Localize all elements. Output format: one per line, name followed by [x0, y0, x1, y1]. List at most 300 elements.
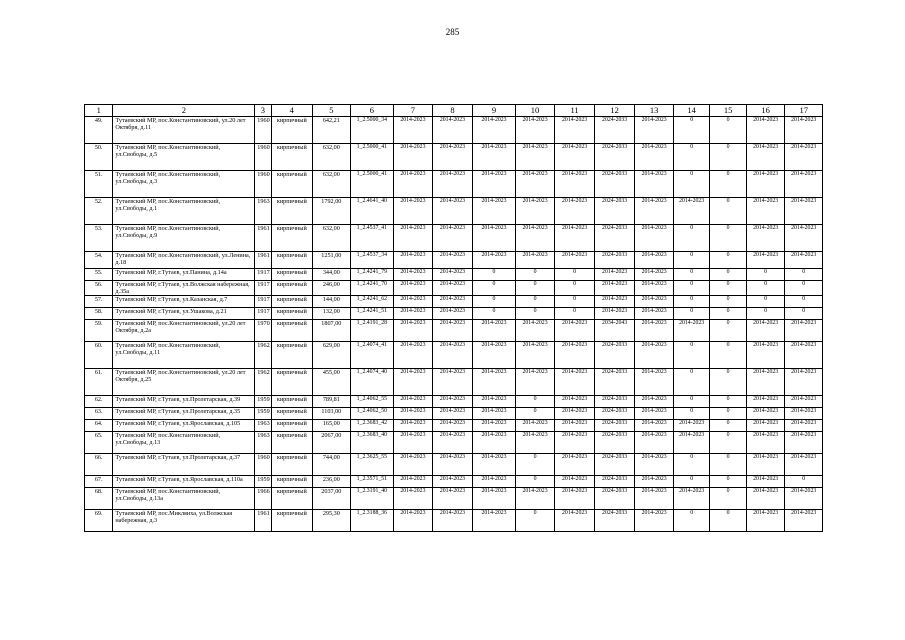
table-cell: 2014-2023: [673, 320, 709, 342]
table-cell: 1_2.3191_40: [350, 488, 394, 510]
table-cell: 2014-2023: [432, 420, 473, 432]
column-header: 10: [515, 105, 555, 117]
table-cell: 0: [555, 281, 595, 296]
table-cell: 0: [673, 296, 709, 308]
table-cell: 0: [746, 296, 785, 308]
table-cell: 53.: [85, 225, 113, 252]
column-header: 3: [255, 105, 271, 117]
table-cell: 2014-2023: [785, 117, 823, 144]
table-cell: 0: [515, 454, 555, 476]
table-cell: 2014-2023: [394, 510, 433, 532]
table-cell: 2014-2023: [785, 198, 823, 225]
table-cell: 2014-2023: [746, 117, 785, 144]
table-cell: 0: [710, 296, 746, 308]
table-cell: 2014-2023: [515, 342, 555, 369]
table-cell: 2024-2033: [594, 408, 635, 420]
table-cell: 0: [473, 269, 516, 281]
table-cell: кирпичный: [271, 396, 313, 408]
table-cell: 1970: [255, 320, 271, 342]
table-cell: 0: [710, 420, 746, 432]
table-row: [85, 252, 823, 269]
table-cell: 2014-2023: [746, 408, 785, 420]
table-cell: 1_2.4191_28: [350, 320, 394, 342]
table-cell: кирпичный: [271, 420, 313, 432]
table-cell: 2014-2023: [473, 171, 516, 198]
table-cell: 2014-2023: [394, 454, 433, 476]
table-cell: кирпичный: [271, 308, 313, 320]
table-cell: 0: [710, 252, 746, 269]
table-cell: 2014-2023: [635, 281, 674, 296]
table-cell: 2014-2023: [473, 454, 516, 476]
table-cell: 2014-2023: [473, 342, 516, 369]
address-cell: Тутаевский МР, пос.Константиновский, ул.Свободы, д.9: [113, 225, 255, 252]
table-cell: 2024-2033: [594, 510, 635, 532]
table-cell: 2024-2033: [594, 252, 635, 269]
table-cell: 2014-2023: [746, 420, 785, 432]
table-cell: 68.: [85, 488, 113, 510]
table-cell: 69.: [85, 510, 113, 532]
table-cell: 2014-2023: [785, 144, 823, 171]
table-cell: 0: [673, 369, 709, 396]
table-row: [85, 171, 823, 198]
table-cell: 0: [515, 269, 555, 281]
table-cell: 0: [710, 396, 746, 408]
table-cell: 2014-2023: [555, 342, 595, 369]
table-cell: 0: [710, 510, 746, 532]
table-cell: 2014-2023: [432, 308, 473, 320]
table-cell: 2014-2023: [635, 476, 674, 488]
table-cell: 1963: [255, 432, 271, 454]
table-cell: 1962: [255, 342, 271, 369]
table-row: [85, 198, 823, 225]
table-cell: 1_2.3188_36: [350, 510, 394, 532]
table-cell: 2014-2023: [515, 320, 555, 342]
table-cell: 1959: [255, 408, 271, 420]
address-cell: Тутаевский МР, г.Тутаев, ул.Ярославская, д.105: [113, 420, 255, 432]
table-cell: 2014-2023: [635, 252, 674, 269]
table-cell: 2014-2023: [746, 510, 785, 532]
table-cell: 2014-2023: [473, 144, 516, 171]
table-cell: 2014-2023: [473, 488, 516, 510]
table-row: [85, 454, 823, 476]
table-cell: 2014-2023: [394, 320, 433, 342]
data-table: [84, 104, 823, 532]
table-cell: 2014-2023: [432, 342, 473, 369]
table-cell: 2014-2023: [473, 198, 516, 225]
table-cell: 0: [710, 281, 746, 296]
table-cell: 2014-2023: [555, 510, 595, 532]
table-cell: 2024-2033: [594, 117, 635, 144]
table-cell: 1961: [255, 252, 271, 269]
address-cell: Тутаевский МР, пос.Константиновский, ул.Свободы, д.13: [113, 432, 255, 454]
address-cell: Тутаевский МР, пос.Константиновский, ул.Свободы, д.13а: [113, 488, 255, 510]
address-cell: Тутаевский МР, г.Тутаев, ул.Волжская набережная, д.35а: [113, 281, 255, 296]
table-cell: 2014-2023: [746, 320, 785, 342]
table-cell: 2014-2023: [746, 342, 785, 369]
table-cell: кирпичный: [271, 144, 313, 171]
table-cell: 2014-2023: [432, 408, 473, 420]
table-cell: 2014-2023: [394, 252, 433, 269]
table-cell: 2014-2023: [473, 476, 516, 488]
table-cell: 57.: [85, 296, 113, 308]
table-cell: 1_2.4537_41: [350, 225, 394, 252]
table-cell: 2014-2023: [394, 198, 433, 225]
table-cell: 2024-2033: [594, 488, 635, 510]
table-cell: 0: [710, 476, 746, 488]
table-cell: 2014-2023: [432, 454, 473, 476]
column-header: 13: [635, 105, 674, 117]
table-cell: 2014-2023: [594, 269, 635, 281]
table-cell: 2014-2023: [785, 396, 823, 408]
table-cell: 0: [785, 281, 823, 296]
table-cell: 2014-2023: [555, 454, 595, 476]
table-row: [85, 117, 823, 144]
table-row: [85, 432, 823, 454]
table-row: [85, 396, 823, 408]
table-cell: 2014-2023: [394, 117, 433, 144]
table-cell: 642,21: [313, 117, 351, 144]
table-cell: 56.: [85, 281, 113, 296]
table-cell: кирпичный: [271, 408, 313, 420]
table-cell: 0: [710, 225, 746, 252]
table-cell: 2014-2023: [746, 225, 785, 252]
address-cell: Тутаевский МР, пос.Константиновский, ул.Свободы, д.11: [113, 342, 255, 369]
table-cell: 2014-2023: [635, 488, 674, 510]
table-cell: 0: [710, 342, 746, 369]
table-cell: 2014-2023: [635, 198, 674, 225]
table-cell: 2014-2023: [635, 342, 674, 369]
table-cell: 0: [710, 308, 746, 320]
table-cell: 0: [710, 369, 746, 396]
table-cell: 0: [673, 308, 709, 320]
table-cell: 2014-2023: [635, 117, 674, 144]
table-cell: 632,00: [313, 225, 351, 252]
table-cell: 0: [710, 320, 746, 342]
table-cell: 2014-2023: [555, 488, 595, 510]
table-cell: 2014-2023: [515, 252, 555, 269]
table-cell: 295,30: [313, 510, 351, 532]
table-cell: 2014-2023: [635, 269, 674, 281]
address-cell: Тутаевский МР, г.Тутаев, ул.Казанская, д.7: [113, 296, 255, 308]
table-cell: 1103,00: [313, 408, 351, 420]
table-cell: 50.: [85, 144, 113, 171]
table-cell: 2014-2023: [555, 320, 595, 342]
table-cell: 1_2.4241_62: [350, 296, 394, 308]
table-cell: кирпичный: [271, 454, 313, 476]
table-cell: 1960: [255, 144, 271, 171]
table-cell: 2014-2023: [515, 144, 555, 171]
column-header: 1: [85, 105, 113, 117]
table-cell: 1_2.4062_50: [350, 408, 394, 420]
table-cell: 2014-2023: [473, 396, 516, 408]
table-cell: 236,00: [313, 476, 351, 488]
table-cell: 2014-2023: [555, 396, 595, 408]
table-cell: 165,00: [313, 420, 351, 432]
column-header: 5: [313, 105, 351, 117]
table-cell: 1807,00: [313, 320, 351, 342]
table-cell: 67.: [85, 476, 113, 488]
table-cell: 2014-2023: [746, 144, 785, 171]
address-cell: Тутаевский МР, г.Тутаев, ул.Ушакова, д.21: [113, 308, 255, 320]
table-cell: 0: [673, 225, 709, 252]
table-cell: 2014-2023: [432, 117, 473, 144]
table-cell: 1_2.4062_55: [350, 396, 394, 408]
table-cell: 2014-2023: [635, 408, 674, 420]
table-cell: 2014-2023: [635, 308, 674, 320]
table-cell: 59.: [85, 320, 113, 342]
table-cell: 2067,00: [313, 432, 351, 454]
table-cell: 65.: [85, 432, 113, 454]
table-cell: 2014-2023: [635, 296, 674, 308]
table-cell: 1_2.4641_40: [350, 198, 394, 225]
table-cell: 2014-2023: [394, 420, 433, 432]
table-cell: кирпичный: [271, 476, 313, 488]
table-cell: 2024-2033: [594, 171, 635, 198]
table-cell: 2014-2023: [555, 369, 595, 396]
table-cell: кирпичный: [271, 252, 313, 269]
column-header: 8: [432, 105, 473, 117]
table-cell: 0: [555, 308, 595, 320]
table-cell: 0: [673, 396, 709, 408]
table-cell: 2014-2023: [635, 144, 674, 171]
address-cell: Тутаевский МР, г.Тутаев, ул.Ярославская, д.110а: [113, 476, 255, 488]
table-cell: 1959: [255, 396, 271, 408]
table-cell: 2014-2023: [432, 171, 473, 198]
address-cell: Тутаевский МР, пос.Константиновский, ул.20 лет Октября, д.11: [113, 117, 255, 144]
table-cell: 52.: [85, 198, 113, 225]
table-row: [85, 510, 823, 532]
table-cell: 1_2.3571_51: [350, 476, 394, 488]
table-cell: 2014-2023: [394, 408, 433, 420]
table-cell: 0: [673, 454, 709, 476]
table-cell: 2014-2023: [673, 420, 709, 432]
table-cell: 0: [673, 476, 709, 488]
table-cell: 2014-2023: [473, 252, 516, 269]
column-header: 7: [394, 105, 433, 117]
table-cell: 2024-2033: [594, 369, 635, 396]
address-cell: Тутаевский МР, пос.Константиновский, ул.20 лет Октября, д.2а: [113, 320, 255, 342]
table-cell: 2014-2023: [746, 198, 785, 225]
table-cell: 2014-2023: [432, 281, 473, 296]
table-cell: 744,00: [313, 454, 351, 476]
table-cell: 1963: [255, 198, 271, 225]
table-cell: 0: [555, 296, 595, 308]
table-cell: кирпичный: [271, 117, 313, 144]
address-cell: Тутаевский МР, пос.Микляиха, ул.Волжская набережная, д.3: [113, 510, 255, 532]
table-cell: 2014-2023: [432, 320, 473, 342]
table-cell: 2014-2023: [432, 269, 473, 281]
table-cell: 0: [673, 342, 709, 369]
table-cell: 2014-2023: [746, 369, 785, 396]
table-cell: 2014-2023: [394, 432, 433, 454]
table-cell: 51.: [85, 171, 113, 198]
table-cell: 63.: [85, 408, 113, 420]
table-cell: 1_2.4241_79: [350, 269, 394, 281]
table-cell: 2014-2023: [515, 488, 555, 510]
table-cell: 2014-2023: [746, 454, 785, 476]
table-cell: 455,00: [313, 369, 351, 396]
address-cell: Тутаевский МР, пос.Константиновский, ул.Ленина, д.18: [113, 252, 255, 269]
table-cell: 1961: [255, 225, 271, 252]
table-cell: 0: [555, 269, 595, 281]
table-cell: кирпичный: [271, 171, 313, 198]
table-cell: 2014-2023: [785, 171, 823, 198]
table-cell: кирпичный: [271, 342, 313, 369]
table-cell: 1251,00: [313, 252, 351, 269]
table-cell: 2014-2023: [785, 488, 823, 510]
table-cell: 2014-2023: [515, 198, 555, 225]
table-cell: 2014-2023: [785, 432, 823, 454]
table-cell: 66.: [85, 454, 113, 476]
table-cell: кирпичный: [271, 225, 313, 252]
table-cell: 1_2.3625_55: [350, 454, 394, 476]
table-cell: 2014-2023: [746, 252, 785, 269]
table-cell: 629,00: [313, 342, 351, 369]
table-cell: 1792,00: [313, 198, 351, 225]
table-cell: 0: [710, 408, 746, 420]
table-cell: 632,00: [313, 171, 351, 198]
table-cell: 2014-2023: [785, 320, 823, 342]
table-cell: 2014-2023: [746, 488, 785, 510]
table-cell: 2014-2023: [473, 320, 516, 342]
table-cell: 1960: [255, 171, 271, 198]
table-cell: 0: [673, 408, 709, 420]
table-cell: 2024-2033: [594, 225, 635, 252]
table-cell: 2014-2023: [594, 308, 635, 320]
table-cell: 2014-2023: [635, 171, 674, 198]
table-cell: кирпичный: [271, 296, 313, 308]
table-cell: 2014-2023: [555, 432, 595, 454]
table-cell: 0: [710, 269, 746, 281]
table-cell: 2014-2023: [785, 408, 823, 420]
table-cell: 1960: [255, 117, 271, 144]
column-header: 14: [673, 105, 709, 117]
table-cell: 2014-2023: [785, 225, 823, 252]
table-cell: 1959: [255, 476, 271, 488]
table-cell: 64.: [85, 420, 113, 432]
table-cell: 2014-2023: [394, 296, 433, 308]
table-cell: 62.: [85, 396, 113, 408]
table-cell: 55.: [85, 269, 113, 281]
table-cell: кирпичный: [271, 432, 313, 454]
table-cell: 2014-2023: [515, 117, 555, 144]
table-cell: 2014-2023: [432, 510, 473, 532]
address-cell: Тутаевский МР, г.Тутаев, ул.Пролетарская, д.35: [113, 408, 255, 420]
table-cell: 2014-2023: [785, 510, 823, 532]
address-cell: Тутаевский МР, пос.Константиновский, ул.Свободы, д.3: [113, 171, 255, 198]
column-header: 9: [473, 105, 516, 117]
table-cell: 0: [710, 117, 746, 144]
table-cell: кирпичный: [271, 510, 313, 532]
table-cell: 60.: [85, 342, 113, 369]
table-cell: 2014-2023: [432, 144, 473, 171]
table-cell: 1917: [255, 269, 271, 281]
table-cell: 0: [673, 144, 709, 171]
table-cell: 2014-2023: [555, 225, 595, 252]
table-cell: 2014-2023: [785, 420, 823, 432]
table-cell: 2014-2023: [746, 432, 785, 454]
table-cell: 2014-2023: [432, 225, 473, 252]
table-cell: 0: [673, 510, 709, 532]
table-cell: 0: [785, 308, 823, 320]
table-cell: 2014-2023: [555, 420, 595, 432]
table-cell: 0: [746, 308, 785, 320]
column-header: 12: [594, 105, 635, 117]
table-cell: 2014-2023: [394, 269, 433, 281]
column-header: 11: [555, 105, 595, 117]
table-cell: 0: [746, 269, 785, 281]
table-cell: 2024-2033: [594, 476, 635, 488]
table-body: [85, 117, 823, 532]
table-row: [85, 488, 823, 510]
table-cell: кирпичный: [271, 320, 313, 342]
table-cell: 0: [673, 252, 709, 269]
table-cell: 1_2.3683_42: [350, 420, 394, 432]
column-header: 15: [710, 105, 746, 117]
table-cell: 2014-2023: [635, 454, 674, 476]
table-row: [85, 320, 823, 342]
table-cell: 2034-2043: [594, 320, 635, 342]
table-cell: 2014-2023: [432, 488, 473, 510]
table-cell: 2024-2033: [594, 198, 635, 225]
address-cell: Тутаевский МР, г.Тутаев, ул.Пролетарская, д.39: [113, 396, 255, 408]
table-cell: 2014-2023: [394, 225, 433, 252]
table-cell: 2014-2023: [394, 171, 433, 198]
page-number: 285: [445, 27, 460, 37]
table-cell: 2014-2023: [515, 420, 555, 432]
table-row: [85, 308, 823, 320]
table-cell: 2014-2023: [515, 432, 555, 454]
table-cell: 2014-2023: [635, 396, 674, 408]
table-cell: 1963: [255, 420, 271, 432]
table-cell: 1917: [255, 281, 271, 296]
table-cell: 2014-2023: [555, 408, 595, 420]
table-cell: 2014-2023: [746, 396, 785, 408]
table-cell: 2014-2023: [635, 432, 674, 454]
table-cell: 2014-2023: [746, 476, 785, 488]
table-cell: 2014-2023: [432, 432, 473, 454]
table-cell: 1_2.4074_40: [350, 369, 394, 396]
table-cell: 2014-2023: [594, 296, 635, 308]
table-cell: 54.: [85, 252, 113, 269]
table-cell: 1966: [255, 488, 271, 510]
table-cell: 2037,00: [313, 488, 351, 510]
table-cell: 2014-2023: [432, 369, 473, 396]
table-row: [85, 225, 823, 252]
table-cell: 0: [515, 396, 555, 408]
address-cell: Тутаевский МР, г.Тутаев, ул.Панина, д.14а: [113, 269, 255, 281]
table-cell: 2024-2033: [594, 144, 635, 171]
table-cell: 0: [710, 144, 746, 171]
table-cell: 0: [515, 408, 555, 420]
table-cell: 2014-2023: [394, 144, 433, 171]
address-cell: Тутаевский МР, пос.Константиновский, ул.Свободы, д.1: [113, 198, 255, 225]
address-cell: Тутаевский МР, пос.Константиновский, ул.20 лет Октября, д.25: [113, 369, 255, 396]
address-cell: Тутаевский МР, г.Тутаев, ул.Пролетарская, д.37: [113, 454, 255, 476]
table-cell: 2014-2023: [394, 396, 433, 408]
column-header: 4: [271, 105, 313, 117]
table-cell: 2014-2023: [785, 342, 823, 369]
table-cell: 2014-2023: [673, 432, 709, 454]
table-cell: 2014-2023: [555, 198, 595, 225]
table-cell: 0: [710, 198, 746, 225]
table-cell: 2014-2023: [673, 488, 709, 510]
table-row: [85, 281, 823, 296]
table-cell: 2014-2023: [785, 369, 823, 396]
table-cell: 1_2.4241_70: [350, 281, 394, 296]
table-cell: 1960: [255, 454, 271, 476]
table-cell: 2014-2023: [555, 476, 595, 488]
